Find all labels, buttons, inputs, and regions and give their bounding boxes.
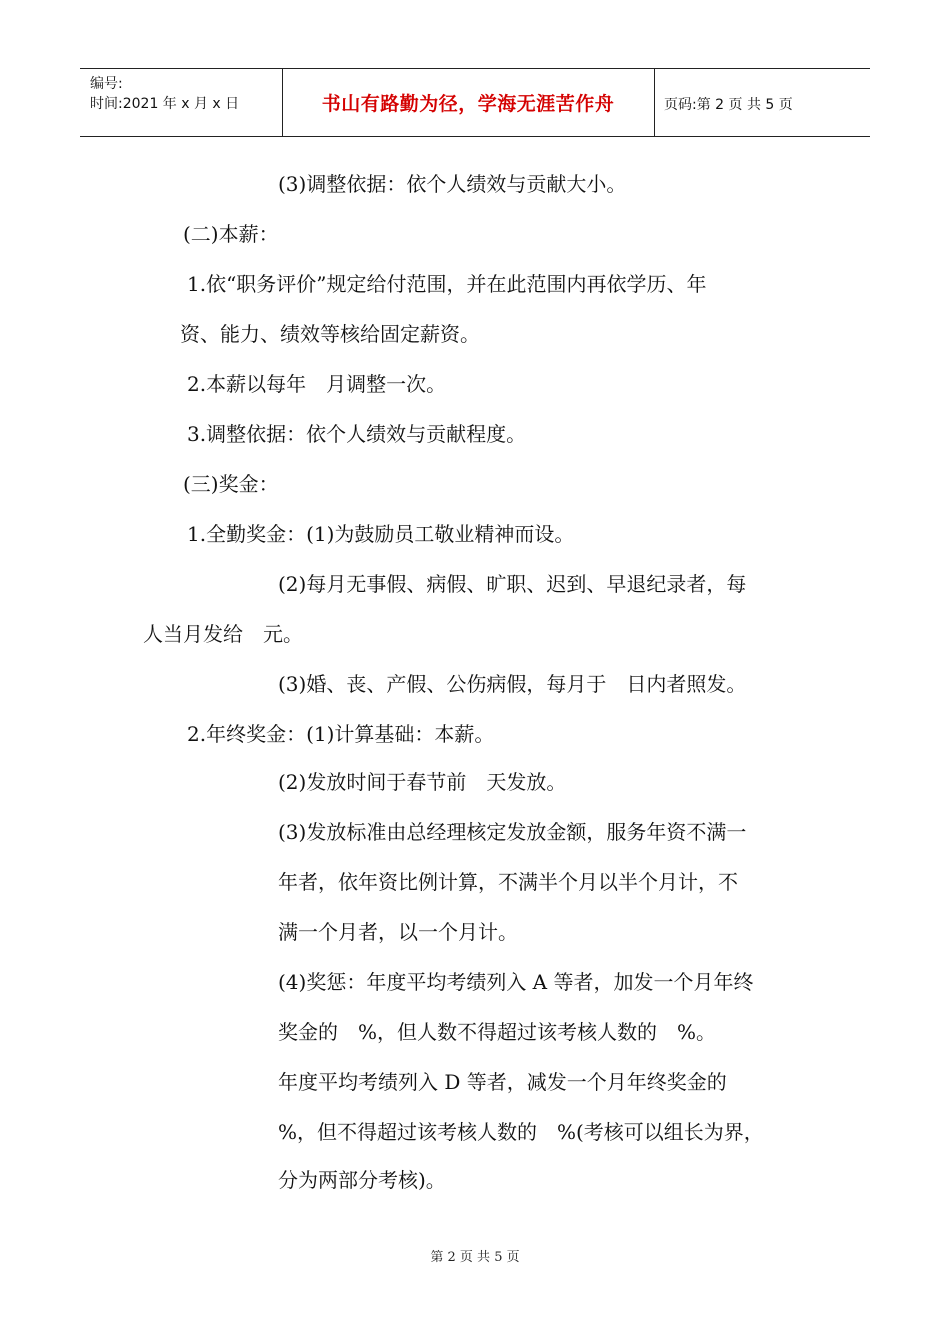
section-heading: (三)奖金： bbox=[183, 472, 279, 496]
header-motto: 书山有路勤为径，学海无涯苦作舟 bbox=[321, 93, 615, 115]
body-line: 满一个月者，以一个月计。 bbox=[278, 920, 518, 944]
body-line: (2)每月无事假、病假、旷职、迟到、早退纪录者，每 bbox=[278, 572, 747, 596]
header-page-cell bbox=[654, 69, 870, 136]
body-line: 3.调整依据：依个人绩效与贡献程度。 bbox=[187, 422, 527, 446]
header-motto-cell bbox=[282, 69, 655, 136]
header-page-number: 页码:第 2 页 共 5 页 bbox=[664, 97, 793, 113]
body-line: 年者，依年资比例计算，不满半个月以半个月计，不 bbox=[278, 870, 738, 894]
body-line: (3)发放标准由总经理核定发放金额，服务年资不满一 bbox=[278, 820, 747, 844]
body-line: 2.年终奖金：(1)计算基础：本薪。 bbox=[187, 722, 495, 746]
section-heading: (二)本薪： bbox=[183, 222, 279, 246]
body-line: (3)婚、丧、产假、公伤病假，每月于 日内者照发。 bbox=[278, 672, 747, 696]
body-line: 2.本薪以每年 月调整一次。 bbox=[187, 372, 447, 396]
page-header bbox=[80, 68, 870, 137]
body-line: 分为两部分考核)。 bbox=[278, 1168, 446, 1192]
body-line: 1.依“职务评价”规定给付范围，并在此范围内再依学历、年 bbox=[187, 272, 707, 296]
page-footer: 第 2 页 共 5 页 bbox=[430, 1250, 520, 1265]
body-line: 年度平均考绩列入 D 等者，减发一个月年终奖金的 bbox=[278, 1070, 727, 1094]
body-line: 1.全勤奖金：(1)为鼓励员工敬业精神而设。 bbox=[187, 522, 575, 546]
body-line: 资、能力、绩效等核给固定薪资。 bbox=[180, 322, 480, 346]
body-line: 奖金的 %，但人数不得超过该考核人数的 %。 bbox=[278, 1020, 717, 1044]
body-line: %，但不得超过该考核人数的 %(考核可以组长为界， bbox=[278, 1120, 764, 1144]
document-date-label: 时间:2021 年 x 月 x 日 bbox=[90, 96, 240, 112]
header-meta-cell bbox=[80, 69, 283, 136]
body-line: 人当月发给 元。 bbox=[143, 622, 303, 646]
document-number-label: 编号: bbox=[90, 76, 123, 92]
body-line: (2)发放时间于春节前 天发放。 bbox=[278, 770, 567, 794]
body-line: (3)调整依据：依个人绩效与贡献大小。 bbox=[278, 172, 627, 196]
body-line: (4)奖惩：年度平均考绩列入 A 等者，加发一个月年终 bbox=[278, 970, 754, 994]
